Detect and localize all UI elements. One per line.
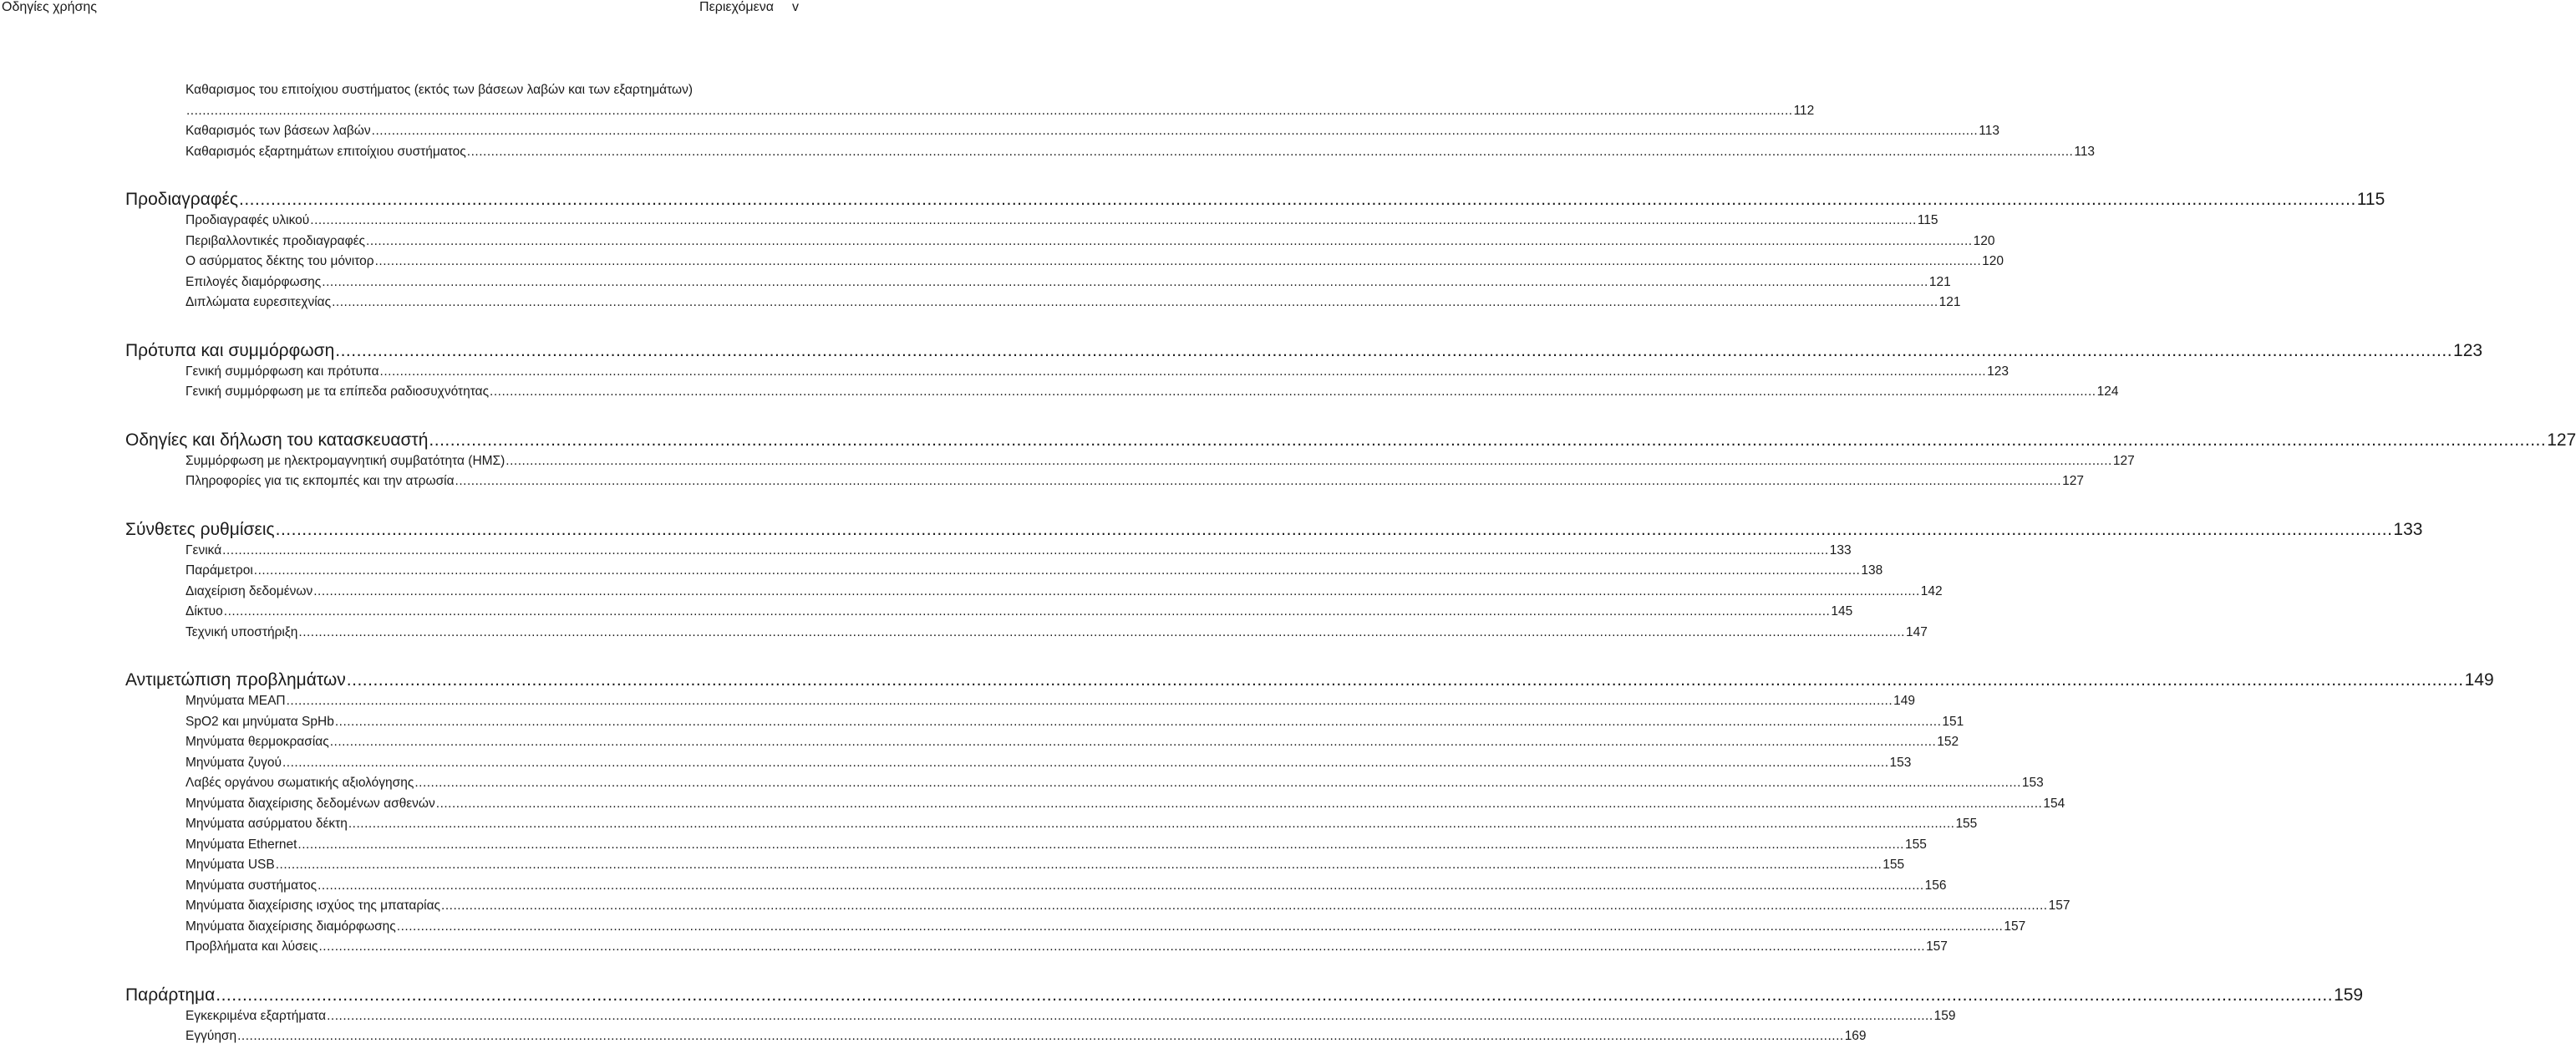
toc-entry-title: Μηνύματα θερμοκρασίας — [185, 735, 329, 749]
toc-entry-title: Εγκεκριμένα εξαρτήματα — [185, 1008, 327, 1023]
toc-entry-title: Μηνύματα ζυγού — [185, 755, 282, 770]
document-title: Οδηγίες χρήσης — [2, 0, 97, 14]
dot-leader: ................................................................................................................................................................................................................................................................................................................................................................................................................ — [237, 1029, 1844, 1043]
toc-entry[interactable] — [0, 362, 2009, 383]
toc-entry-title: Μηνύματα διαχείρισης δεδομένων ασθενών — [185, 796, 435, 811]
dot-leader: ................................................................................................................................................................................................................................................................................................................................................................................................................ — [429, 430, 2547, 450]
dot-leader: ................................................................................................................................................................................................................................................................................................................................................................................................................ — [335, 340, 2453, 360]
toc-entry-title: Προβλήματα και λύσεις — [185, 939, 318, 954]
dot-leader: ................................................................................................................................................................................................................................................................................................................................................................................................................ — [414, 776, 2021, 790]
toc-entry[interactable] — [0, 732, 1959, 753]
toc-entry-page: 123 — [1987, 364, 2009, 379]
toc-entry[interactable] — [0, 80, 1815, 121]
toc-entry-page: 155 — [1955, 817, 1978, 831]
toc-entry-title: Γενική συμμόρφωση με τα επίπεδα ραδιοσυχνότητας — [185, 384, 490, 399]
toc-entry-title: Γενικά — [185, 542, 222, 557]
toc-entry-title: SpO2 και μηνύματα SpHb — [185, 714, 334, 729]
toc-entry[interactable] — [0, 712, 1964, 733]
toc-entry-page: 127 — [2112, 453, 2135, 468]
toc-entry-title: Λαβές οργάνου σωματικής αξιολόγησης — [185, 776, 414, 790]
dot-leader: ................................................................................................................................................................................................................................................................................................................................................................................................................ — [297, 837, 1904, 852]
toc-entry[interactable] — [0, 252, 2004, 272]
toc-entry[interactable] — [0, 121, 1999, 142]
page-header — [0, 0, 802, 18]
toc-section-page: 127 — [2547, 430, 2576, 450]
dot-leader: ................................................................................................................................................................................................................................................................................................................................................................................................................ — [222, 542, 1829, 557]
toc-entry[interactable] — [0, 471, 2084, 492]
toc-entry-title: Μηνύματα Ethernet — [185, 837, 297, 852]
toc-section-page: 133 — [2393, 519, 2423, 539]
toc-entry[interactable] — [0, 623, 1928, 644]
toc-entry-page: 169 — [1844, 1029, 1867, 1043]
dot-leader: ................................................................................................................................................................................................................................................................................................................................................................................................................ — [286, 694, 1893, 708]
toc-entry-page: 159 — [1933, 1008, 1956, 1023]
dot-leader: ................................................................................................................................................................................................................................................................................................................................................................................................................ — [334, 714, 1942, 729]
dot-leader: ................................................................................................................................................................................................................................................................................................................................................................................................................ — [310, 213, 1917, 227]
toc-entry-page: 121 — [1938, 295, 1961, 309]
toc-entry-page: 154 — [2043, 796, 2065, 811]
toc-entry[interactable] — [0, 293, 1961, 313]
section-gap — [0, 403, 802, 429]
dot-leader: ................................................................................................................................................................................................................................................................................................................................................................................................................ — [216, 985, 2334, 1005]
toc-entry[interactable] — [0, 561, 1883, 582]
toc-entry-page: 113 — [2074, 144, 2096, 159]
toc-entry-page: 152 — [1937, 735, 1959, 749]
page-number: v — [792, 0, 799, 14]
section-gap — [0, 958, 802, 984]
toc-entry-page: 155 — [1904, 837, 1927, 852]
toc-entry-title: Δίκτυο — [185, 604, 223, 619]
dot-leader: ................................................................................................................................................................................................................................................................................................................................................................................................................ — [313, 583, 1920, 598]
toc-section-title: Οδηγίες και δήλωση του κατασκευαστή — [125, 430, 429, 450]
toc-entry-page: 153 — [2021, 776, 2044, 790]
toc-entry-title: Επιλογές διαμόρφωσης — [185, 274, 322, 289]
section-header — [699, 0, 799, 15]
toc-entry-title: Μηνύματα ασύρματου δέκτη — [185, 817, 348, 831]
dot-leader: ................................................................................................................................................................................................................................................................................................................................................................................................................ — [318, 878, 1924, 893]
toc-section[interactable] — [0, 984, 2364, 1006]
toc-section-title: Σύνθετες ρυθμίσεις — [125, 519, 275, 539]
toc-section[interactable] — [0, 188, 2385, 211]
toc-entry-page: 155 — [1882, 858, 1905, 872]
dot-leader: ................................................................................................................................................................................................................................................................................................................................................................................................................ — [490, 384, 2096, 399]
dot-leader: ................................................................................................................................................................................................................................................................................................................................................................................................................ — [298, 624, 1905, 639]
toc-entry-title: Μηνύματα διαχείρισης ισχύος της μπαταρίας — [185, 899, 441, 913]
toc-entry-page: 115 — [1917, 213, 1938, 227]
toc-entry[interactable] — [0, 896, 2070, 917]
section-name: Περιεχόμενα — [699, 0, 774, 14]
toc-entry[interactable] — [0, 794, 2065, 815]
toc-entry-page: 153 — [1889, 755, 1912, 770]
toc-entry-title: Μηνύματα ΜΕΑΠ — [185, 694, 286, 708]
toc-section[interactable] — [0, 518, 2423, 541]
dot-leader: ................................................................................................................................................................................................................................................................................................................................................................................................................ — [366, 233, 1973, 248]
toc-entry-title: Περιβαλλοντικές προδιαγραφές — [185, 233, 366, 248]
toc-entry-title: Διπλώματα ευρεσιτεχνίας — [185, 295, 332, 309]
toc-entry[interactable] — [0, 1006, 1956, 1027]
dot-leader: ................................................................................................................................................................................................................................................................................................................................................................................................................ — [379, 364, 1987, 379]
dot-leader: ................................................................................................................................................................................................................................................................................................................................................................................................................ — [186, 103, 1793, 118]
dot-leader: ................................................................................................................................................................................................................................................................................................................................................................................................................ — [348, 817, 1955, 831]
dot-leader: ................................................................................................................................................................................................................................................................................................................................................................................................................ — [275, 519, 2393, 539]
dot-leader: ................................................................................................................................................................................................................................................................................................................................................................................................................ — [253, 563, 1861, 578]
toc-entry-title: Ο ασύρματος δέκτης του μόνιτορ — [185, 254, 374, 268]
toc-entry[interactable] — [0, 773, 2044, 794]
dot-leader: ................................................................................................................................................................................................................................................................................................................................................................................................................ — [322, 274, 1928, 289]
toc-entry-page: 124 — [2096, 384, 2119, 399]
toc-entry-title: Παράμετροι — [185, 563, 253, 578]
toc-entry-page: 138 — [1861, 563, 1883, 578]
toc-entry[interactable] — [0, 1026, 1867, 1047]
dot-leader: ................................................................................................................................................................................................................................................................................................................................................................................................................ — [318, 939, 1926, 954]
dot-leader: ................................................................................................................................................................................................................................................................................................................................................................................................................ — [435, 796, 2043, 811]
section-gap — [0, 492, 802, 518]
toc-entry-page: 127 — [2062, 474, 2084, 488]
toc-section[interactable] — [0, 339, 2483, 362]
toc-entry-page: 113 — [1979, 124, 1999, 138]
dot-leader: ................................................................................................................................................................................................................................................................................................................................................................................................................ — [275, 858, 1882, 872]
toc-entry[interactable] — [0, 142, 2096, 163]
toc-entry[interactable] — [0, 937, 1948, 958]
toc-entry-title: Συμμόρφωση με ηλεκτρομαγνητική συμβατότητα (ΗΜΣ) — [185, 453, 506, 468]
toc-section-title: Παράρτημα — [125, 985, 216, 1005]
toc-entry-title: Μηνύματα USB — [185, 858, 275, 872]
dot-leader: ................................................................................................................................................................................................................................................................................................................................................................................................................ — [374, 254, 1982, 268]
toc-section-page: 159 — [2334, 985, 2364, 1005]
toc-section-title: Προδιαγραφές — [125, 190, 238, 209]
toc-entry-title: Γενική συμμόρφωση και πρότυπα — [185, 364, 379, 379]
dot-leader: ................................................................................................................................................................................................................................................................................................................................................................................................................ — [282, 755, 1889, 770]
dot-leader: ................................................................................................................................................................................................................................................................................................................................................................................................................ — [441, 899, 2048, 913]
toc-entry-page: 151 — [1942, 714, 1964, 729]
toc-entry[interactable] — [0, 541, 1852, 562]
dot-leader: ................................................................................................................................................................................................................................................................................................................................................................................................................ — [329, 735, 1937, 749]
toc-entry-title: Μηνύματα συστήματος — [185, 878, 318, 893]
table-of-contents — [0, 80, 2576, 1047]
toc-entry-page: 156 — [1924, 878, 1947, 893]
toc-entry-title: Πληροφορίες για τις εκπομπές και την ατρωσία — [185, 474, 455, 488]
toc-entry[interactable] — [0, 602, 1853, 623]
toc-entry[interactable] — [0, 753, 1912, 774]
toc-entry-page: 112 — [1793, 103, 1815, 118]
toc-entry[interactable] — [0, 382, 2119, 403]
toc-section[interactable] — [0, 429, 2576, 451]
toc-entry-page: 149 — [1893, 694, 1916, 708]
dot-leader: ................................................................................................................................................................................................................................................................................................................................................................................................................ — [346, 670, 2464, 690]
toc-section-page: 115 — [2356, 190, 2385, 209]
dot-leader: ................................................................................................................................................................................................................................................................................................................................................................................................................ — [455, 474, 2062, 488]
toc-entry-page: 147 — [1905, 624, 1928, 639]
toc-entry[interactable] — [0, 835, 1927, 856]
toc-section-title: Αντιμετώπιση προβλημάτων — [125, 670, 346, 690]
dot-leader: ................................................................................................................................................................................................................................................................................................................................................................................................................ — [332, 295, 1938, 309]
toc-entry-title: Καθαρισμος του επιτοίχιου συστήματος (εκτός των βάσεων λαβών και των εξαρτημάτων) — [185, 83, 694, 97]
toc-entry-page: 120 — [1973, 233, 1995, 248]
dot-leader: ................................................................................................................................................................................................................................................................................................................................................................................................................ — [466, 144, 2074, 159]
toc-entry[interactable] — [0, 691, 1916, 712]
toc-entry-title: Καθαρισμός των βάσεων λαβών — [185, 124, 371, 138]
toc-entry[interactable] — [0, 582, 1943, 603]
toc-entry-page: 133 — [1829, 542, 1852, 557]
toc-section-title: Πρότυπα και συμμόρφωση — [125, 340, 335, 360]
section-gap — [0, 313, 802, 339]
toc-entry-leader-line — [185, 101, 1815, 122]
toc-entry-page: 157 — [2048, 899, 2070, 913]
toc-entry-title: Διαχείριση δεδομένων — [185, 583, 313, 598]
dot-leader: ................................................................................................................................................................................................................................................................................................................................................................................................................ — [238, 190, 2356, 209]
toc-entry-page: 142 — [1920, 583, 1943, 598]
toc-entry[interactable] — [0, 451, 2135, 472]
dot-leader: ................................................................................................................................................................................................................................................................................................................................................................................................................ — [371, 124, 1979, 138]
toc-entry-page: 157 — [2004, 919, 2026, 934]
toc-entry-title: Τεχνική υποστήριξη — [185, 624, 298, 639]
toc-section[interactable] — [0, 669, 2494, 691]
toc-entry[interactable] — [0, 917, 2026, 938]
toc-section-page: 149 — [2464, 670, 2494, 690]
toc-entry-title: Καθαρισμός εξαρτημάτων επιτοίχιου συστήματος — [185, 144, 466, 159]
dot-leader: ................................................................................................................................................................................................................................................................................................................................................................................................................ — [223, 604, 1831, 619]
toc-entry[interactable] — [0, 855, 1905, 876]
toc-entry[interactable] — [0, 211, 1938, 232]
dot-leader: ................................................................................................................................................................................................................................................................................................................................................................................................................ — [327, 1008, 1933, 1023]
toc-entry-page: 120 — [1982, 254, 2004, 268]
toc-entry-title: Εγγύηση — [185, 1029, 237, 1043]
toc-entry-title: Προδιαγραφές υλικού — [185, 213, 310, 227]
section-gap — [0, 643, 802, 669]
section-gap — [0, 162, 802, 188]
toc-entry[interactable] — [0, 272, 1951, 293]
toc-section-page: 123 — [2453, 340, 2483, 360]
dot-leader: ................................................................................................................................................................................................................................................................................................................................................................................................................ — [396, 919, 2004, 934]
toc-entry-page: 157 — [1926, 939, 1948, 954]
toc-entry-title: Μηνύματα διαχείρισης διαμόρφωσης — [185, 919, 396, 934]
toc-entry[interactable] — [0, 232, 1995, 252]
toc-entry-page: 121 — [1928, 274, 1951, 289]
toc-entry-page: 145 — [1831, 604, 1853, 619]
dot-leader: ................................................................................................................................................................................................................................................................................................................................................................................................................ — [506, 453, 2112, 468]
toc-entry[interactable] — [0, 876, 1947, 897]
toc-entry[interactable] — [0, 814, 1978, 835]
